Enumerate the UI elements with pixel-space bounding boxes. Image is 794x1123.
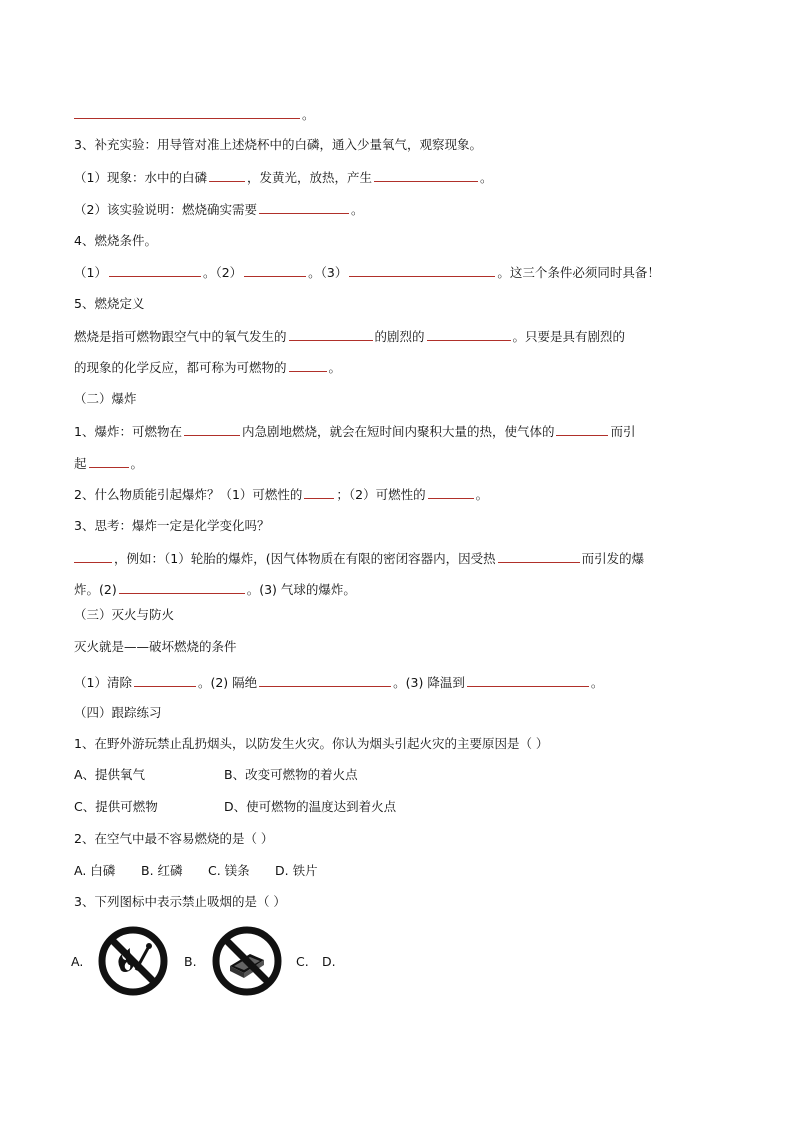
line-3 [74,201,363,218]
line-21 [74,767,358,783]
text: 炸。(2) [74,582,117,597]
blank [119,581,245,594]
line-10 [74,423,636,440]
blank [74,550,112,563]
blank [428,486,474,499]
option: C、提供可燃物 [74,799,158,814]
line-11 [74,455,143,472]
text: 。 [479,170,493,185]
text: 。 [328,360,342,375]
text: 。(2) 隔绝 [197,675,258,690]
text: 2、在空气中最不容易燃烧的是（ ） [74,831,274,846]
line-25 [74,894,286,910]
text: 。(3) 气球的爆炸。 [246,582,356,597]
text: ，例如：（1）轮胎的爆炸，(因气体物质在有限的密闭容器内，因受热 [114,551,496,566]
blank [374,169,478,182]
no-fire-sign-icon [96,924,170,998]
text: （2）该实验说明：燃烧确实需要 [74,202,257,217]
text: 4、燃烧条件。 [74,233,157,248]
blank [289,359,327,372]
text: ；（2）可燃性的 [336,487,426,502]
text: 的现象的化学反应，都可称为可燃物的 [74,360,287,375]
option: D、使可燃物的温度达到着火点 [224,799,397,814]
text: 。 [130,456,144,471]
text: 1、爆炸：可燃物在 [74,424,182,439]
line-24 [74,863,318,879]
line-13 [74,518,269,534]
text: 。(3) 降温到 [393,675,465,690]
text: （1）现象：水中的白磷 [74,170,207,185]
line-20 [74,736,548,752]
text: 。（3） [308,265,348,280]
text: （1） [74,265,107,280]
blank [349,264,495,277]
text: 内急剧地燃烧，就会在短时间内聚积大量的热，使气体的 [241,424,555,439]
blank [134,674,196,687]
line-9 [74,391,137,407]
option-d-label: D. [322,954,336,969]
line-16 [74,607,174,623]
text: 的剧烈的 [374,329,425,344]
line-19 [74,705,162,721]
blank [467,674,589,687]
text: 起 [74,456,87,471]
line-22 [74,799,396,815]
blank [498,550,580,563]
option: C. 镁条 [208,863,250,878]
text: 。 [350,202,364,217]
blank [89,455,129,468]
text: 。 [302,107,315,122]
blank [427,328,511,341]
text: （四）跟踪练习 [74,705,162,720]
option: A. 白磷 [74,863,116,878]
line-23 [74,831,273,847]
blank [556,423,608,436]
line-7 [74,328,625,345]
line-4 [74,233,157,249]
option-a-label: A. [71,954,84,969]
option: A、提供氧气 [74,767,146,782]
text: 灭火就是——破坏燃烧的条件 [74,639,237,654]
blank [289,328,373,341]
line-1 [74,137,482,153]
text: （三）灭火与防火 [74,607,175,622]
text: 2、什么物质能引起爆炸？（1）可燃性的 [74,487,303,502]
blank [209,169,245,182]
line-5 [74,264,660,281]
line-8 [74,359,341,376]
text: 。 [475,487,489,502]
blank [259,201,349,214]
blank [244,264,306,277]
option: B. 红磷 [141,863,183,878]
line-18 [74,674,603,691]
line-2 [74,169,493,186]
option: D. 铁片 [275,863,318,878]
option: B、改变可燃物的着火点 [224,767,358,782]
blank [109,264,201,277]
blank [184,423,240,436]
no-matches-sign-icon [210,924,284,998]
text: 。这三个条件必须同时具备！ [497,265,660,280]
line-6 [74,296,144,312]
line-15 [74,581,356,598]
text: 燃烧是指可燃物跟空气中的氧气发生的 [74,329,287,344]
line-17 [74,639,237,655]
blank [304,486,334,499]
text: 而引发的爆 [581,551,645,566]
text: 3、补充实验：用导管对准上述烧杯中的白磷，通入少量氧气，观察现象。 [74,137,482,152]
blank [259,674,391,687]
text: ，发黄光，放热，产生 [246,170,372,185]
text: 5、燃烧定义 [74,296,145,311]
text: （1）清除 [74,675,132,690]
option-b-label: B. [184,954,197,969]
line-14 [74,550,644,567]
text: 。 [590,675,604,690]
line-12 [74,486,488,503]
text: 3、下列图标中表示禁止吸烟的是（ ） [74,894,286,909]
blank [74,106,300,119]
text: （二）爆炸 [74,391,137,406]
text: 1、在野外游玩禁止乱扔烟头，以防发生火灾。你认为烟头引起火灾的主要原因是（ ） [74,736,549,751]
option-c-label: C. [296,954,309,969]
line-0 [74,106,315,123]
text: 。（2） [202,265,243,280]
text: 3、思考：爆炸一定是化学变化吗？ [74,518,270,533]
text: 而引 [610,424,636,439]
text: 。只要是具有剧烈的 [512,329,626,344]
